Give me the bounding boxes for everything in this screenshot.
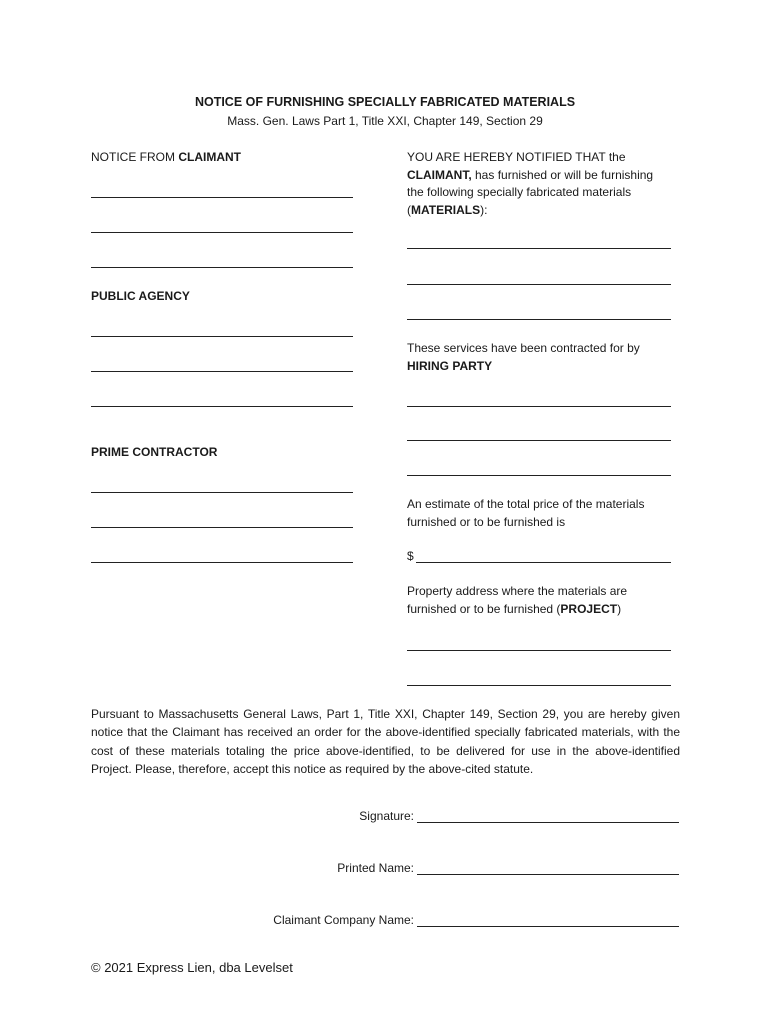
printed-name-row: [337, 861, 679, 875]
document-title: NOTICE OF FURNISHING SPECIALLY FABRICATED MATERIALS: [194, 95, 576, 109]
company-name-label: Claimant Company Name:: [273, 913, 414, 927]
project-line-2[interactable]: [407, 685, 671, 686]
notified-text: [407, 149, 682, 219]
claimant-label: CLAIMANT: [178, 150, 241, 164]
notified-line-2-rest: has furnished or will be furnishing: [471, 167, 654, 182]
property-text: [407, 583, 682, 618]
claimant-line-2[interactable]: [91, 232, 353, 233]
property-line-2-suffix: ): [617, 601, 622, 616]
claimant-line-3[interactable]: [91, 267, 353, 268]
dollar-sign: $: [407, 549, 414, 563]
property-line-2-prefix: furnished or to be furnished (: [407, 601, 561, 616]
prime-contractor-line-3[interactable]: [91, 562, 353, 563]
prime-contractor-line-2[interactable]: [91, 527, 353, 528]
hiring-party-line-3[interactable]: [407, 475, 671, 476]
hiring-party-line-1[interactable]: [407, 406, 671, 407]
contracted-text: [407, 340, 682, 375]
notified-line-2: [407, 167, 682, 185]
contracted-line-1: These services have been contracted for by: [407, 341, 640, 355]
property-line-1: Property address where the materials are: [407, 584, 628, 598]
hiring-party-line-2[interactable]: [407, 440, 671, 441]
project-label: PROJECT: [560, 601, 618, 616]
prime-contractor-heading: PRIME CONTRACTOR: [91, 445, 218, 459]
materials-line-3[interactable]: [407, 319, 671, 320]
estimate-amount-line[interactable]: [416, 562, 671, 563]
estimate-line-1: An estimate of the total price of the materials: [407, 497, 645, 511]
copyright-footer: © 2021 Express Lien, dba Levelset: [91, 960, 293, 975]
notified-line-1: YOU ARE HEREBY NOTIFIED THAT the: [407, 150, 626, 164]
public-agency-line-3[interactable]: [91, 406, 353, 407]
hiring-party-label: HIRING PARTY: [407, 358, 493, 373]
printed-name-line[interactable]: [417, 862, 679, 875]
printed-name-label: Printed Name:: [337, 861, 414, 875]
signature-row: [359, 809, 679, 823]
materials-label-line: [407, 202, 682, 220]
materials-open: (: [407, 202, 411, 217]
project-line-1[interactable]: [407, 650, 671, 651]
company-name-row: [273, 913, 679, 927]
materials-line-1[interactable]: [407, 248, 671, 249]
signature-label: Signature:: [359, 809, 414, 823]
materials-close: ):: [480, 202, 488, 217]
notified-line-3: the following specially fabricated materials: [407, 185, 632, 199]
public-agency-line-1[interactable]: [91, 336, 353, 337]
claimant-prefix: NOTICE FROM: [91, 150, 179, 164]
prime-contractor-line-1[interactable]: [91, 492, 353, 493]
property-line-2: [407, 601, 682, 619]
materials-label: MATERIALS: [411, 202, 481, 217]
estimate-text: [407, 496, 682, 531]
public-agency-line-2[interactable]: [91, 371, 353, 372]
public-agency-heading: PUBLIC AGENCY: [91, 289, 190, 303]
estimate-line-2: furnished or to be furnished is: [407, 514, 566, 529]
signature-line[interactable]: [417, 810, 679, 823]
materials-line-2[interactable]: [407, 284, 671, 285]
claimant-heading: [91, 149, 241, 167]
company-name-line[interactable]: [417, 914, 679, 927]
claimant-line-1[interactable]: [91, 197, 353, 198]
document-subtitle: Mass. Gen. Laws Part 1, Title XXI, Chapter 149, Section 29: [227, 114, 543, 128]
notified-claimant: CLAIMANT,: [407, 167, 472, 182]
statute-paragraph: Pursuant to Massachusetts General Laws, Part 1, Title XXI, Chapter 149, Section 29, you are hereby given notice that the Claimant has received an order for the above-identified specially fabricated materials, with the cost of these materials totaling the price above-identified, to be delivered for use in the above-identified Project. Please, therefore, accept this notice as required by the above-cited statute.: [91, 707, 680, 776]
